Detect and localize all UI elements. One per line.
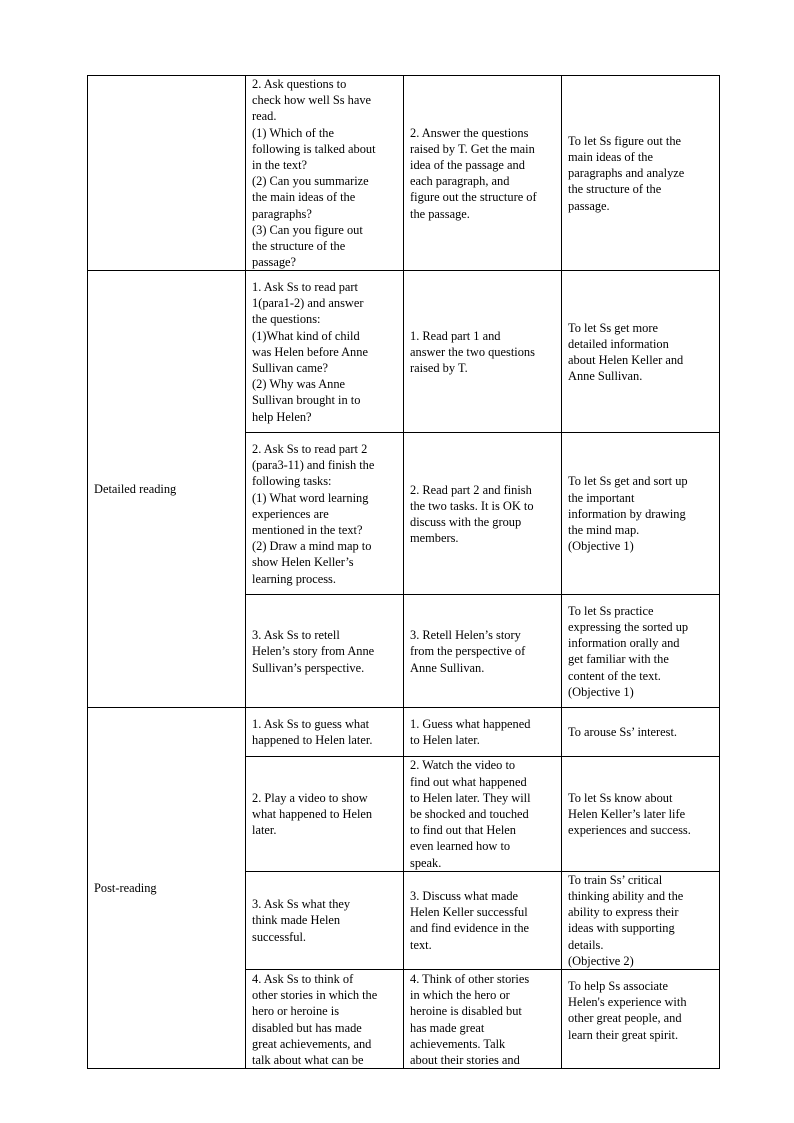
cell-line: 2. Answer the questions xyxy=(410,125,529,140)
cell-line: ability to express their xyxy=(568,905,679,920)
teacher-activity-cell xyxy=(246,757,404,871)
cell-line: following tasks: xyxy=(252,474,332,489)
cell-line: following is talked about xyxy=(252,141,376,156)
cell-line: about Helen Keller and xyxy=(568,352,684,367)
student-activity-cell xyxy=(404,271,562,433)
cell-line: expressing the sorted up xyxy=(568,620,689,635)
cell-line: help Helen? xyxy=(252,409,312,424)
cell-line: the structure of the xyxy=(568,182,662,197)
cell-line: has made great xyxy=(410,1020,485,1035)
cell-line: Sullivan’s perspective. xyxy=(252,660,365,675)
cell-line: happened to Helen later. xyxy=(252,733,373,748)
stage-cell xyxy=(88,76,246,271)
cell-line: (1)What kind of child xyxy=(252,328,360,343)
cell-line: (Objective 1) xyxy=(568,539,634,554)
cell-line: Helen's experience with xyxy=(568,995,687,1010)
purpose-cell xyxy=(562,433,720,595)
cell-line: read. xyxy=(252,109,277,124)
cell-line: the main ideas of the xyxy=(252,190,356,205)
teacher-activity-cell xyxy=(246,595,404,708)
student-activity-cell xyxy=(404,76,562,271)
cell-line: other stories in which the xyxy=(252,988,378,1003)
cell-line: To let Ss practice xyxy=(568,603,654,618)
cell-line: the structure of the xyxy=(252,239,346,254)
teacher-activity-cell xyxy=(246,708,404,757)
cell-line: 2. Ask Ss to read part 2 xyxy=(252,442,368,457)
cell-line: great achievements, and xyxy=(252,1036,372,1051)
cell-line: 2. Watch the video to xyxy=(410,758,516,773)
cell-line: mentioned in the text? xyxy=(252,523,363,538)
cell-line: get familiar with the xyxy=(568,652,669,667)
cell-line: be shocked and touched xyxy=(410,807,529,822)
cell-line: Helen Keller’s later life xyxy=(568,807,686,822)
purpose-cell xyxy=(562,871,720,969)
table-row xyxy=(88,708,720,757)
cell-line: To let Ss get more xyxy=(568,320,658,335)
cell-line: think made Helen xyxy=(252,913,341,928)
cell-line: to find out that Helen xyxy=(410,823,516,838)
cell-line: 1(para1-2) and answer xyxy=(252,296,364,311)
cell-line: learn their great spirit. xyxy=(568,1027,679,1042)
cell-line: (3) Can you figure out xyxy=(252,222,363,237)
cell-line: ideas with supporting xyxy=(568,921,675,936)
cell-line: 1. Guess what happened xyxy=(410,717,531,732)
cell-line: paragraphs and analyze xyxy=(568,166,685,181)
cell-line: To arouse Ss’ interest. xyxy=(568,725,678,740)
cell-line: answer the two questions xyxy=(410,344,535,359)
purpose-cell xyxy=(562,757,720,871)
cell-line: 1. Read part 1 and xyxy=(410,328,501,343)
cell-line: talk about what can be xyxy=(252,1053,364,1068)
cell-line: 4. Ask Ss to think of xyxy=(252,972,354,987)
cell-line: 1. Ask Ss to guess what xyxy=(252,717,370,732)
cell-line: text. xyxy=(410,937,432,952)
cell-line: 2. Ask questions to xyxy=(252,77,347,91)
cell-line: (2) Why was Anne xyxy=(252,377,346,392)
cell-line: (2) Draw a mind map to xyxy=(252,539,372,554)
cell-line: in the text? xyxy=(252,158,308,173)
cell-line: speak. xyxy=(410,855,442,870)
cell-line: 4. Think of other stories xyxy=(410,972,530,987)
cell-line: 3. Retell Helen’s story xyxy=(410,628,521,643)
cell-line: idea of the passage and xyxy=(410,158,525,173)
cell-line: information by drawing xyxy=(568,506,686,521)
cell-line: to Helen later. xyxy=(410,733,480,748)
cell-line: even learned how to xyxy=(410,839,511,854)
cell-line: passage? xyxy=(252,255,297,270)
cell-line: Anne Sullivan. xyxy=(568,369,643,384)
cell-line: (2) Can you summarize xyxy=(252,174,369,189)
cell-line: 2. Read part 2 and finish xyxy=(410,482,532,497)
table-row xyxy=(88,76,720,271)
cell-line: 3. Ask Ss what they xyxy=(252,897,351,912)
cell-line: 2. Play a video to show xyxy=(252,790,368,805)
student-activity-cell xyxy=(404,970,562,1069)
cell-line: the important xyxy=(568,490,635,505)
cell-line: experiences are xyxy=(252,506,329,521)
teacher-activity-cell xyxy=(246,271,404,433)
cell-line: Helen Keller successful xyxy=(410,905,528,920)
cell-line: to Helen later. They will xyxy=(410,790,531,805)
teacher-activity-cell xyxy=(246,871,404,969)
cell-line: was Helen before Anne xyxy=(252,344,368,359)
student-activity-cell xyxy=(404,708,562,757)
cell-line: (1) What word learning xyxy=(252,490,369,505)
teacher-activity-cell xyxy=(246,433,404,595)
cell-line: Sullivan came? xyxy=(252,361,329,376)
cell-line: hero or heroine is xyxy=(252,1004,340,1019)
student-activity-cell xyxy=(404,595,562,708)
cell-line: successful. xyxy=(252,929,307,944)
cell-line: what happened to Helen xyxy=(252,807,373,822)
cell-line: 1. Ask Ss to read part xyxy=(252,280,358,295)
purpose-cell xyxy=(562,595,720,708)
cell-line: in which the hero or xyxy=(410,988,510,1003)
cell-line: the questions: xyxy=(252,312,321,327)
cell-line: content of the text. xyxy=(568,668,661,683)
student-activity-cell xyxy=(404,871,562,969)
cell-line: passage. xyxy=(568,198,610,213)
cell-line: (para3-11) and finish the xyxy=(252,458,375,473)
cell-line: about their stories and xyxy=(410,1053,520,1068)
cell-line: each paragraph, and xyxy=(410,174,510,189)
cell-line: raised by T. Get the main xyxy=(410,141,535,156)
purpose-cell xyxy=(562,970,720,1069)
cell-line: members. xyxy=(410,531,459,546)
cell-line: show Helen Keller’s xyxy=(252,555,354,570)
cell-line: detailed information xyxy=(568,336,669,351)
cell-line: details. xyxy=(568,937,604,952)
cell-line: To let Ss know about xyxy=(568,790,673,805)
cell-line: thinking ability and the xyxy=(568,889,684,904)
purpose-cell xyxy=(562,271,720,433)
cell-line: heroine is disabled but xyxy=(410,1004,522,1019)
cell-line: (Objective 1) xyxy=(568,684,634,699)
cell-line: main ideas of the xyxy=(568,149,653,164)
teacher-activity-cell xyxy=(246,970,404,1069)
cell-line: Anne Sullivan. xyxy=(410,660,485,675)
cell-line: Helen’s story from Anne xyxy=(252,644,375,659)
cell-line: the mind map. xyxy=(568,523,640,538)
purpose-cell xyxy=(562,708,720,757)
table-row xyxy=(88,271,720,433)
cell-line: find out what happened xyxy=(410,774,527,789)
cell-line: To let Ss get and sort up xyxy=(568,474,688,489)
student-activity-cell xyxy=(404,757,562,871)
cell-line: check how well Ss have xyxy=(252,93,372,108)
cell-line: later. xyxy=(252,823,277,838)
teacher-activity-cell xyxy=(246,76,404,271)
cell-line: Sullivan brought in to xyxy=(252,393,361,408)
cell-line: (Objective 2) xyxy=(568,953,634,968)
lesson-plan-table xyxy=(87,75,720,1069)
cell-line: To let Ss figure out the xyxy=(568,133,682,148)
cell-line: disabled but has made xyxy=(252,1020,362,1035)
cell-line: discuss with the group xyxy=(410,514,522,529)
cell-line: paragraphs? xyxy=(252,206,312,221)
purpose-cell xyxy=(562,76,720,271)
cell-line: raised by T. xyxy=(410,361,468,376)
cell-line: other great people, and xyxy=(568,1011,682,1026)
cell-line: experiences and success. xyxy=(568,823,691,838)
stage-cell-detailed-reading: Detailed reading xyxy=(88,271,246,708)
cell-line: figure out the structure of xyxy=(410,190,537,205)
cell-line: (1) Which of the xyxy=(252,125,335,140)
student-activity-cell xyxy=(404,433,562,595)
cell-line: the two tasks. It is OK to xyxy=(410,498,534,513)
stage-cell-post-reading: Post-reading xyxy=(88,708,246,1069)
cell-line: To train Ss’ critical xyxy=(568,872,663,887)
cell-line: To help Ss associate xyxy=(568,979,668,994)
cell-line: achievements. Talk xyxy=(410,1036,506,1051)
cell-line: learning process. xyxy=(252,571,336,586)
cell-line: 3. Discuss what made xyxy=(410,889,519,904)
cell-line: the passage. xyxy=(410,206,470,221)
cell-line: from the perspective of xyxy=(410,644,526,659)
cell-line: and find evidence in the xyxy=(410,921,530,936)
cell-line: information orally and xyxy=(568,636,680,651)
cell-line: 3. Ask Ss to retell xyxy=(252,628,340,643)
